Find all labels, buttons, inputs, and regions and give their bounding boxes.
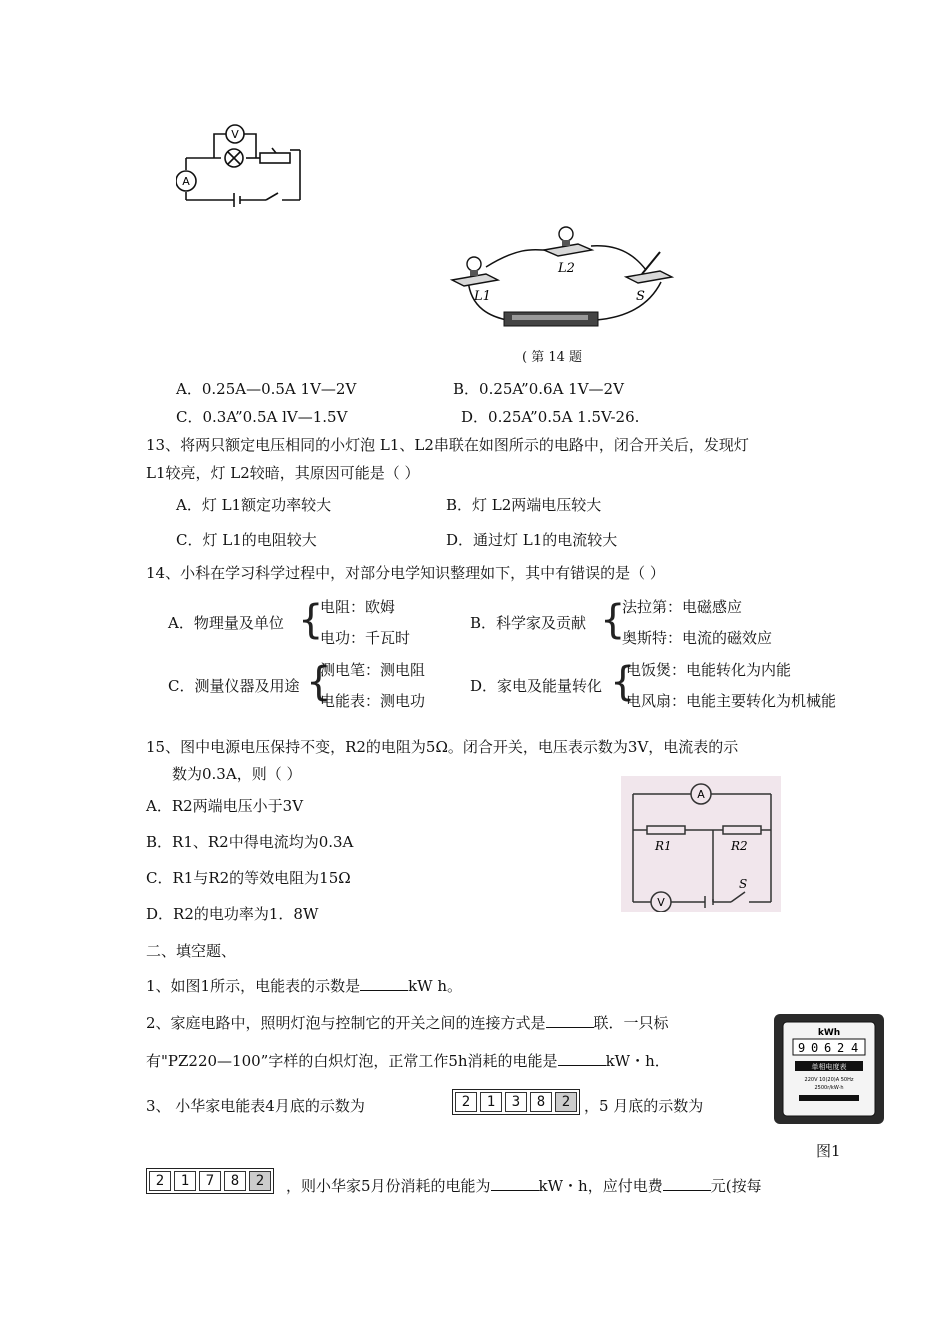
energy-meter-figure <box>773 1013 885 1125</box>
switch-label: S <box>739 877 748 891</box>
brace-icon: { <box>600 597 626 643</box>
q13-stem-line1: 13、将两只额定电压相同的小灯泡 L1、L2串联在如图所示的电路中，闭合开关后，发现灯 <box>146 436 749 454</box>
meter-digit: 9 <box>798 1041 806 1055</box>
meter-unit: kWh <box>817 1028 841 1038</box>
fill-q3-line1-a: 3、 小华家电能表4月底的示数为 <box>146 1097 365 1115</box>
fill-q2-line1 <box>146 1012 669 1033</box>
meter-digit: 2 <box>555 1092 577 1112</box>
fill-q1 <box>146 975 462 996</box>
q13-option-b: B．灯 L2两端电压较大 <box>446 496 602 514</box>
q13-option-a: A．灯 L1额定功率较大 <box>176 496 332 514</box>
meter-digit: 1 <box>480 1092 502 1112</box>
q12-option-b: B．0.25A”0.6A 1V—2V <box>453 380 624 398</box>
fill-q1-text-b: kW h。 <box>408 977 463 995</box>
q14-b-label: B．科学家及贡献 <box>470 614 587 632</box>
answer-blank <box>546 1013 594 1028</box>
fill-q3-line2 <box>286 1175 762 1196</box>
ammeter-label: A <box>182 175 190 188</box>
fill-q3-text-e: 元(按每 <box>710 1177 762 1195</box>
q14-d-item1: 电饭煲：电能转化为内能 <box>626 661 792 679</box>
fill-q2-line2 <box>146 1050 670 1071</box>
q15-option-c: C．R1与R2的等效电阻为15Ω <box>146 869 351 887</box>
q14-b-item2: 奥斯特：电流的磁效应 <box>622 629 773 647</box>
q13-stem-line2: L1较亮，灯 L2较暗，其原因可能是（ ） <box>146 464 420 482</box>
meter-spec2: 2500r/kW·h <box>814 1085 844 1091</box>
meter-caption: 图1 <box>816 1142 841 1160</box>
q15-stem-line1: 15、图中电源电压保持不变，R2的电阻为5Ω。闭合开关，电压表示数为3V，电流表的示 <box>146 738 739 756</box>
fill-q3-line1-b: ，5 月底的示数为 <box>584 1097 704 1115</box>
q14-a-item1: 电阻：欧姆 <box>320 598 396 616</box>
l2-label: L2 <box>558 261 575 276</box>
april-meter-reading <box>452 1089 580 1115</box>
answer-blank <box>491 1176 539 1191</box>
r1-label: R1 <box>655 839 672 853</box>
meter-digit: 8 <box>224 1171 246 1191</box>
q15-circuit-figure <box>621 776 781 912</box>
answer-blank <box>558 1051 606 1066</box>
battery-pack <box>504 312 598 326</box>
q13-option-c: C．灯 L1的电阻较大 <box>176 531 317 549</box>
section-title: 二、填空题、 <box>146 942 237 960</box>
q14-c-item2: 电能表：测电功 <box>320 692 426 710</box>
meter-digit: 2 <box>837 1041 845 1055</box>
bulb-circuit-figure <box>446 222 680 334</box>
q14-c-item1: 测电笔：测电阻 <box>320 661 426 679</box>
meter-digit: 3 <box>505 1092 527 1112</box>
fill-q2-text-d: kW・h． <box>605 1052 670 1070</box>
fill-q1-text-a: 1、如图1所示，电能表的示数是 <box>146 977 361 995</box>
fill-q3-text-d: kW・h，应付电费 <box>538 1177 663 1195</box>
meter-digit: 2 <box>149 1171 171 1191</box>
r2-label: R2 <box>731 839 748 853</box>
q14-a-label: A．物理量及单位 <box>168 614 284 632</box>
q15-ammeter-label: A <box>697 788 705 801</box>
figure-caption-14: ( 第 14 题 <box>522 350 583 365</box>
q13-option-d: D．通过灯 L1的电流较大 <box>446 531 618 549</box>
s-label: S <box>636 289 645 304</box>
q14-stem: 14、小科在学习科学过程中，对部分电学知识整理如下，其中有错误的是（ ） <box>146 564 665 582</box>
bulb-l2-base <box>544 227 592 256</box>
meter-digit: 4 <box>851 1041 859 1055</box>
q14-c-label: C．测量仪器及用途 <box>168 677 300 695</box>
q14-a-item2: 电功：千瓦时 <box>320 629 411 647</box>
l1-label: L1 <box>474 289 491 304</box>
brace-icon: { <box>298 597 324 643</box>
meter-digit: 2 <box>249 1171 271 1191</box>
q15-stem-line2: 数为0.3A，则（ ） <box>172 765 302 783</box>
q15-option-a: A．R2两端电压小于3V <box>146 797 304 815</box>
fill-q2-text-c: 有"PZ220—100”字样的白炽灯泡，正常工作5h消耗的电能是 <box>146 1052 558 1070</box>
answer-blank <box>360 976 408 991</box>
q12-option-a: A．0.25A—0.5A 1V—2V <box>176 380 357 398</box>
may-meter-reading <box>146 1168 274 1194</box>
answer-blank <box>663 1176 711 1191</box>
meter-digit: 2 <box>455 1092 477 1112</box>
q14-d-label: D．家电及能量转化 <box>470 677 603 695</box>
voltmeter-label: V <box>231 128 239 141</box>
meter-digit: 8 <box>530 1092 552 1112</box>
q14-b-item1: 法拉第：电磁感应 <box>622 598 743 616</box>
fill-q3-text-c: ，则小华家5月份消耗的电能为 <box>286 1177 491 1195</box>
q15-option-d: D．R2的电功率为1．8W <box>146 905 319 923</box>
small-circuit-figure <box>176 120 306 212</box>
q12-option-d: D．0.25A”0.5A 1.5V-26. <box>461 408 640 426</box>
meter-digit: 7 <box>199 1171 221 1191</box>
meter-digit: 0 <box>811 1041 819 1055</box>
meter-label: 单相电度表 <box>811 1063 847 1071</box>
fill-q2-text-b: 联．一只标 <box>593 1014 669 1032</box>
q12-option-c: C．0.3A”0.5A lV—1.5V <box>176 408 348 426</box>
q15-voltmeter-label: V <box>657 896 665 909</box>
brace-icon: { <box>306 659 332 705</box>
meter-spec1: 220V 10(20)A 50Hz <box>804 1077 854 1083</box>
fill-q2-text-a: 2、家庭电路中，照明灯泡与控制它的开关之间的连接方式是 <box>146 1014 546 1032</box>
bulb-l1-base <box>452 257 498 286</box>
meter-digit: 6 <box>824 1041 832 1055</box>
brace-icon: { <box>610 659 636 705</box>
q14-d-item2: 电风扇：电能主要转化为机械能 <box>626 692 837 710</box>
meter-digit: 1 <box>174 1171 196 1191</box>
q15-option-b: B．R1、R2中得电流均为0.3A <box>146 833 354 851</box>
